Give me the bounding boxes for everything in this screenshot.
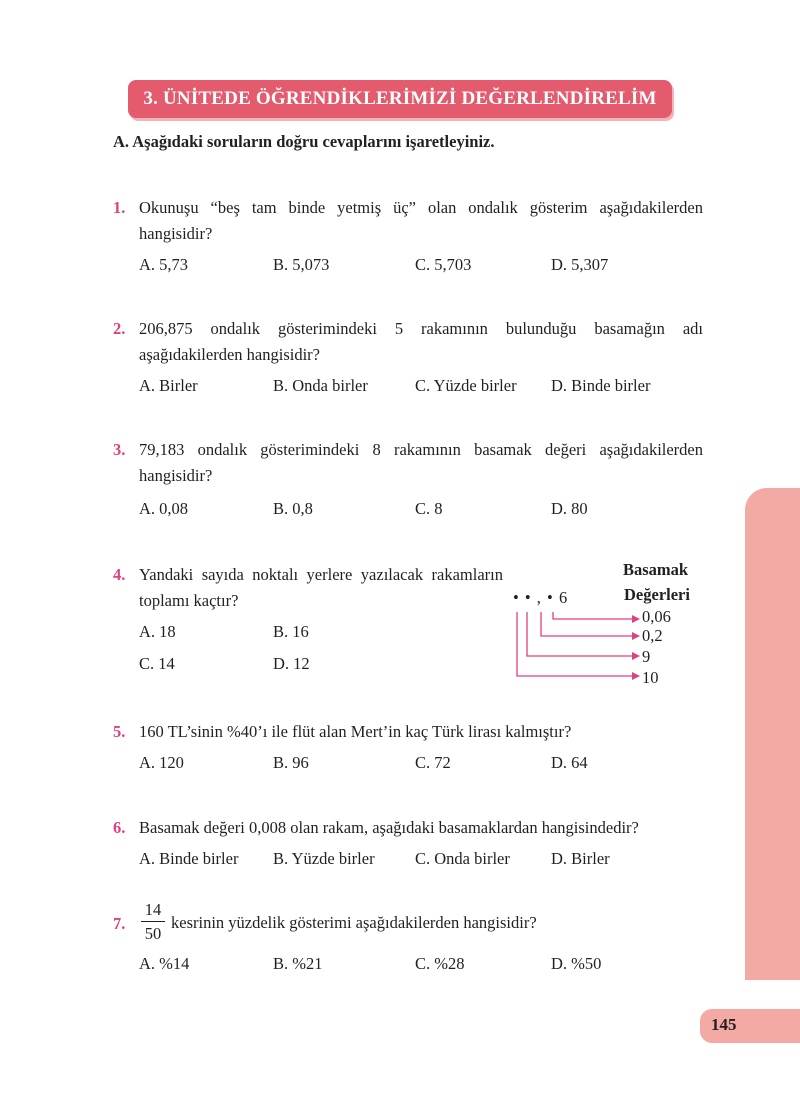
option-a[interactable]: A. 0,08 bbox=[139, 499, 189, 518]
option-c[interactable]: C. 8 bbox=[415, 499, 443, 518]
option-b[interactable]: B. 16 bbox=[273, 622, 309, 641]
unit-title-banner bbox=[128, 80, 672, 118]
question-number: 1. bbox=[113, 198, 126, 217]
arrow-line-2 bbox=[541, 612, 632, 636]
question-number: 5. bbox=[113, 722, 126, 741]
diagram-number: • • , • 6 bbox=[513, 588, 569, 607]
option-b[interactable]: B. 0,8 bbox=[273, 499, 313, 518]
option-d[interactable]: D. %50 bbox=[551, 954, 602, 973]
section-instruction: A. Aşağıdaki soruların doğru cevaplarını işaretleyiniz. bbox=[113, 132, 495, 151]
option-a[interactable]: A. %14 bbox=[139, 954, 190, 973]
option-b[interactable]: B. 96 bbox=[273, 753, 309, 772]
question-text: 206,875 ondalık gösterimindeki 5 rakamının bulunduğu basamağın adı aşağıdakilerden hangisidir? bbox=[139, 319, 703, 364]
place-value-diagram bbox=[500, 556, 740, 696]
option-a[interactable]: A. 120 bbox=[139, 753, 184, 772]
diagram-header-line2: Değerleri bbox=[624, 585, 690, 604]
question-7 bbox=[113, 900, 703, 973]
option-c[interactable]: C. Onda birler bbox=[415, 849, 510, 868]
option-c[interactable]: C. 72 bbox=[415, 753, 451, 772]
option-c[interactable]: C. Yüzde birler bbox=[415, 376, 517, 395]
option-c[interactable]: C. %28 bbox=[415, 954, 465, 973]
question-3 bbox=[113, 437, 703, 518]
option-d[interactable]: D. 5,307 bbox=[551, 255, 609, 274]
option-a[interactable]: A. Birler bbox=[139, 376, 198, 395]
question-number: 4. bbox=[113, 565, 126, 584]
fraction-denominator: 50 bbox=[144, 924, 162, 943]
arrow-line-4 bbox=[517, 612, 632, 676]
question-5 bbox=[113, 719, 703, 772]
question-number: 7. bbox=[113, 914, 126, 933]
option-a[interactable]: A. Binde birler bbox=[139, 849, 239, 868]
arrowhead-icon bbox=[632, 652, 640, 660]
option-d[interactable]: D. 80 bbox=[551, 499, 588, 518]
fraction-numerator: 14 bbox=[144, 900, 162, 919]
page-number: 145 bbox=[711, 1015, 737, 1034]
fraction bbox=[141, 900, 165, 944]
arrow-line-1 bbox=[553, 612, 632, 619]
question-2 bbox=[113, 316, 703, 395]
arrowhead-icon bbox=[632, 615, 640, 623]
side-tab bbox=[745, 488, 800, 980]
question-number: 3. bbox=[113, 440, 126, 459]
option-b[interactable]: B. %21 bbox=[273, 954, 323, 973]
question-number: 2. bbox=[113, 319, 126, 338]
arrowhead-icon bbox=[632, 632, 640, 640]
unit-title: 3. ÜNİTEDE ÖĞRENDİKLERİMİZİ DEĞERLENDİRELİM bbox=[143, 88, 657, 109]
option-c[interactable]: C. 5,703 bbox=[415, 255, 472, 274]
question-4 bbox=[113, 562, 503, 673]
question-text: Okunuşu “beş tam binde yetmiş üç” olan ondalık gösterim aşağıdakilerden hangisidir? bbox=[139, 198, 703, 243]
diagram-value-2: 0,2 bbox=[642, 626, 663, 645]
diagram-value-4: 10 bbox=[642, 668, 659, 687]
option-d[interactable]: D. Birler bbox=[551, 849, 610, 868]
question-text: Basamak değeri 0,008 olan rakam, aşağıdaki basamaklardan hangisindedir? bbox=[139, 818, 639, 837]
option-a[interactable]: A. 18 bbox=[139, 622, 176, 641]
question-text: 160 TL’sinin %40’ı ile flüt alan Mert’in kaç Türk lirası kalmıştır? bbox=[139, 722, 572, 741]
question-text: 79,183 ondalık gösterimindeki 8 rakamının basamak değeri aşağıdakilerden hangisidir? bbox=[139, 440, 703, 485]
question-text: Yandaki sayıda noktalı yerlere yazılacak rakamların toplamı kaçtır? bbox=[139, 565, 503, 610]
option-b[interactable]: B. 5,073 bbox=[273, 255, 330, 274]
question-text: kesrinin yüzdelik gösterimi aşağıdakilerden hangisidir? bbox=[171, 913, 537, 932]
option-b[interactable]: B. Onda birler bbox=[273, 376, 368, 395]
question-number: 6. bbox=[113, 818, 126, 837]
fraction-bar bbox=[141, 921, 165, 922]
option-b[interactable]: B. Yüzde birler bbox=[273, 849, 375, 868]
diagram-arrows bbox=[500, 556, 740, 696]
option-d[interactable]: D. 64 bbox=[551, 753, 588, 772]
diagram-value-1: 0,06 bbox=[642, 607, 671, 626]
arrowhead-icon bbox=[632, 672, 640, 680]
diagram-value-3: 9 bbox=[642, 647, 651, 666]
option-d[interactable]: D. Binde birler bbox=[551, 376, 651, 395]
option-d[interactable]: D. 12 bbox=[273, 654, 310, 673]
option-a[interactable]: A. 5,73 bbox=[139, 255, 189, 274]
question-6 bbox=[113, 815, 703, 868]
diagram-header-line1: Basamak bbox=[623, 560, 689, 579]
option-c[interactable]: C. 14 bbox=[139, 654, 175, 673]
question-1 bbox=[113, 195, 703, 274]
